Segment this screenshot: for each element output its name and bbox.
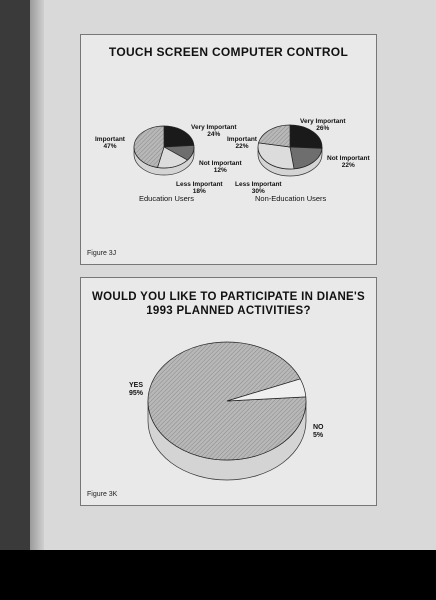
edu-less-important-label: Less Important 18% [176, 181, 223, 195]
figure-3k-label: Figure 3K [87, 491, 118, 498]
edu-chart-title: Education Users [139, 194, 195, 203]
nonedu-very-important-label: Very Important 26% [300, 118, 346, 132]
pie-0-slice-very-important [164, 126, 194, 147]
no-label: NO 5% [313, 424, 324, 439]
nonedu-not-important-label: Not Important 22% [327, 155, 370, 169]
edu-not-important-label: Not Important 12% [199, 160, 242, 174]
nonedu-important-label: Important 22% [227, 136, 257, 150]
figure-3k-title: WOULD YOU LIKE TO PARTICIPATE IN DIANE'S 1993 PLANNED ACTIVITIES? [91, 291, 366, 317]
figure-3j-title: TOUCH SCREEN COMPUTER CONTROL [108, 45, 349, 59]
yes-label: YES 95% [129, 382, 144, 397]
pie-1-slice-important [259, 125, 290, 147]
nonedu-chart-title: Non-Education Users [255, 194, 327, 203]
edu-very-important-label: Very Important 24% [191, 124, 237, 138]
figure-3j-label: Figure 3J [87, 250, 117, 257]
pie-1-slice-very-important [290, 125, 322, 148]
edu-important-label: Important 47% [95, 136, 125, 150]
nonedu-less-important-label: Less Important 30% [235, 181, 282, 195]
